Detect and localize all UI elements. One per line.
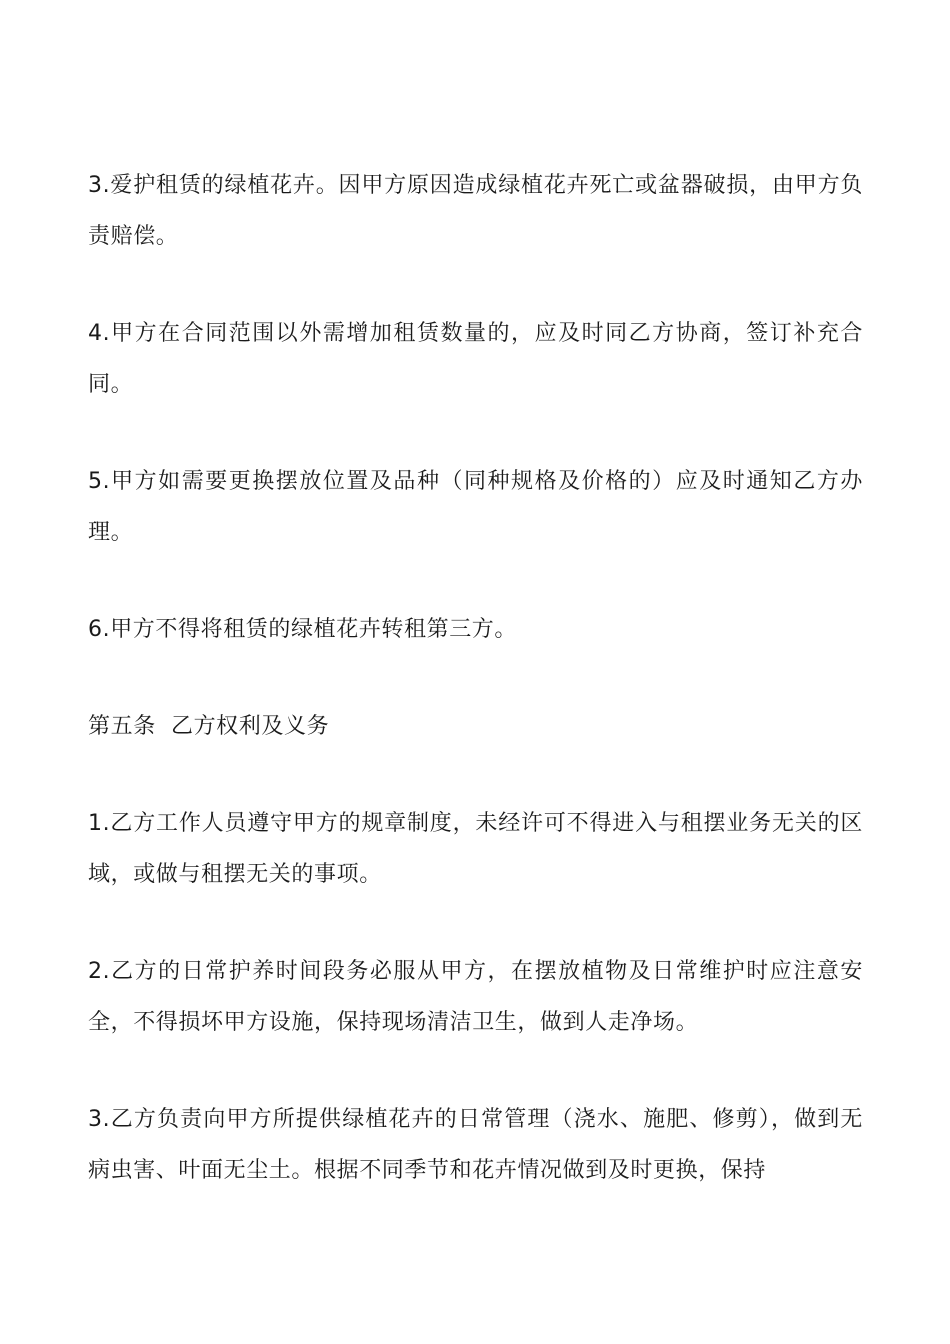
clause-5-item-1: 1.乙方工作人员遵守甲方的规章制度，未经许可不得进入与租摆业务无关的区域，或做与租摆无关的事项。 bbox=[88, 811, 863, 887]
clause-4-item-6: 6.甲方不得将租赁的绿植花卉转租第三方。 bbox=[88, 617, 517, 642]
clause-5-heading: 第五条 乙方权利及义务 bbox=[88, 714, 330, 739]
clause-4-item-4: 4.甲方在合同范围以外需增加租赁数量的，应及时同乙方协商，签订补充合同。 bbox=[88, 321, 863, 397]
clause-4-item-5: 5.甲方如需要更换摆放位置及品种（同种规格及价格的）应及时通知乙方办理。 bbox=[88, 469, 863, 545]
clause-5-item-2: 2.乙方的日常护养时间段务必服从甲方，在摆放植物及日常维护时应注意安全，不得损坏甲方设施，保持现场清洁卫生，做到人走净场。 bbox=[88, 959, 863, 1035]
clause-4-item-3: 3.爱护租赁的绿植花卉。因甲方原因造成绿植花卉死亡或盆器破损，由甲方负责赔偿。 bbox=[88, 173, 863, 249]
clause-5-item-3: 3.乙方负责向甲方所提供绿植花卉的日常管理（浇水、施肥、修剪），做到无病虫害、叶面无尘土。根据不同季节和花卉情况做到及时更换，保持 bbox=[88, 1107, 863, 1183]
document-body bbox=[88, 160, 863, 1196]
